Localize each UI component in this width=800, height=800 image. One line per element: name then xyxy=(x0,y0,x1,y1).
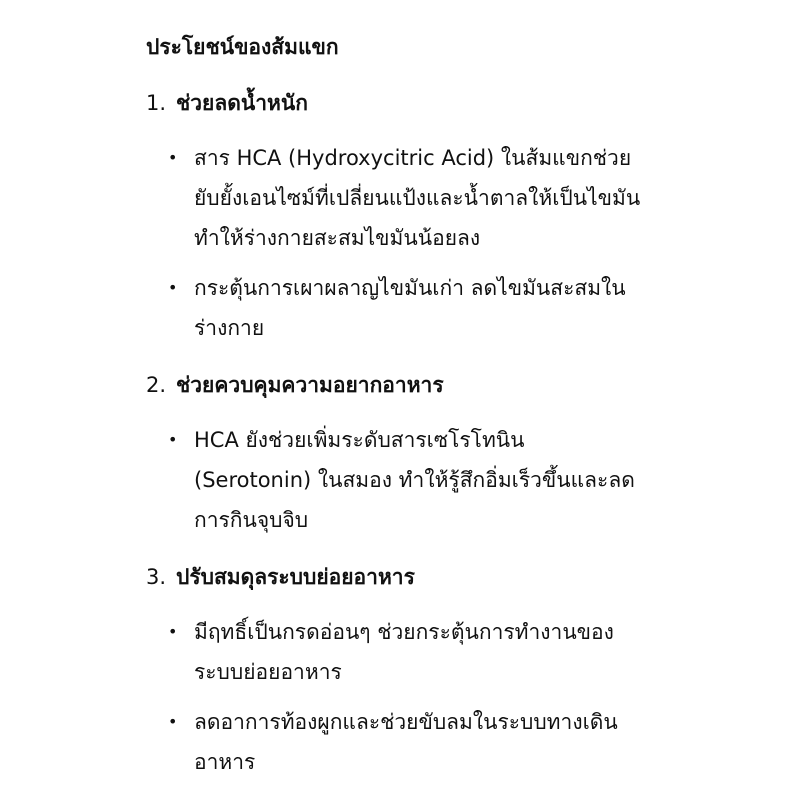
bullet-text: ลดอาการท้องผูกและช่วยขับลมในระบบทางเดินอาหาร xyxy=(194,710,618,774)
section-number: 2. xyxy=(146,373,167,397)
section-title: ช่วยควบคุมความอยากอาหาร xyxy=(176,373,444,397)
section-appetite-control xyxy=(146,368,740,540)
bullet-icon: • xyxy=(168,622,178,641)
bullet-icon: • xyxy=(168,712,178,731)
section-number: 1. xyxy=(146,91,167,115)
bullet-text: สาร HCA (Hydroxycitric Acid) ในส้มแขกช่วยยับยั้งเอนไซม์ที่เปลี่ยนแป้งและน้ำตาลให้เป็นไขมัน ทำให้ร่างกายสะสมไขมันน้อยลง xyxy=(194,146,641,250)
section-weight-loss xyxy=(146,86,740,348)
bullet-text: กระตุ้นการเผาผลาญไขมันเก่า ลดไขมันสะสมในร่างกาย xyxy=(194,276,626,340)
list-item xyxy=(168,138,740,258)
list-item xyxy=(168,702,740,782)
list-item xyxy=(168,420,740,540)
section-title: ปรับสมดุลระบบย่อยอาหาร xyxy=(176,565,415,589)
bullet-icon: • xyxy=(168,278,178,297)
section-heading xyxy=(146,368,740,402)
section-number: 3. xyxy=(146,565,167,589)
bullet-list xyxy=(146,420,740,540)
section-heading xyxy=(146,560,740,594)
bullet-list xyxy=(146,612,740,782)
bullet-text: HCA ยังช่วยเพิ่มระดับสารเซโรโทนิน (Serotonin) ในสมอง ทำให้รู้สึกอิ่มเร็วขึ้นและลดการกินจุบจิบ xyxy=(194,428,635,532)
list-item xyxy=(168,612,740,692)
bullet-icon: • xyxy=(168,148,178,167)
bullet-text: มีฤทธิ์เป็นกรดอ่อนๆ ช่วยกระตุ้นการทำงานของระบบย่อยอาหาร xyxy=(194,620,614,684)
page-title: ประโยชน์ของส้มแขก xyxy=(146,35,339,59)
bullet-list xyxy=(146,138,740,348)
bullet-icon: • xyxy=(168,430,178,449)
list-item xyxy=(168,268,740,348)
section-digestion xyxy=(146,560,740,782)
section-heading xyxy=(146,86,740,120)
section-title: ช่วยลดน้ำหนัก xyxy=(176,91,308,115)
